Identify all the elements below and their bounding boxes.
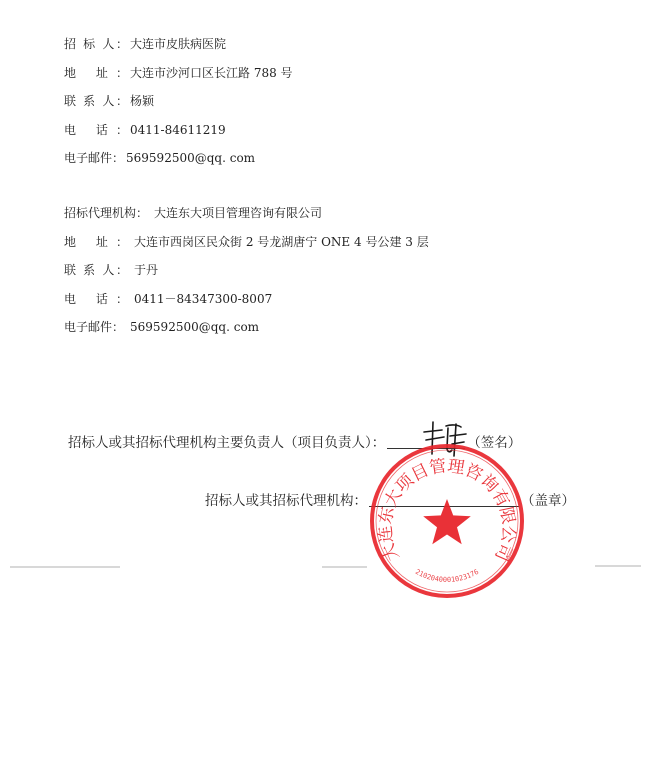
agency-address-label: 地 址： <box>64 234 128 249</box>
issuer-contact-label: 联 系 人： <box>64 94 128 108</box>
agency-email: 569592500@qq. com <box>130 320 260 334</box>
issuer-contact: 杨颖 <box>130 94 155 108</box>
issuer-phone-row <box>64 116 293 145</box>
agency-email-row <box>64 313 429 342</box>
seal-star-icon <box>423 499 471 544</box>
issuer-email-row <box>64 144 293 173</box>
scan-artifact <box>595 565 641 567</box>
issuer-address: 大连市沙河口区长江路 788 号 <box>130 65 293 80</box>
agency-name: 大连东大项目管理咨询有限公司 <box>154 206 323 220</box>
principal-signature-label: 招标人或其招标代理机构主要负责人（项目负责人）： <box>68 435 386 451</box>
issuer-info <box>64 30 293 173</box>
issuer-phone-label: 电 话： <box>64 122 128 137</box>
agency-contact-row <box>64 256 429 285</box>
scan-artifact <box>322 566 367 568</box>
agency-email-label: 电子邮件： <box>64 320 125 334</box>
seal-code: 2102040001023176 <box>413 567 481 585</box>
agency-address: 大连市西岗区民众街 2 号龙湖唐宁 ONE 4 号公建 3 层 <box>134 234 429 249</box>
agency-phone: 0411－84347300-8007 <box>134 291 273 306</box>
agency-address-row <box>64 228 429 257</box>
issuer-email: 569592500@qq. com <box>126 151 256 165</box>
agency-contact-label: 联 系 人： <box>64 263 128 277</box>
seal-company-text: 大连东大项目管理咨询有限公司 <box>375 456 519 564</box>
agency-seal-suffix: （盖章） <box>521 493 575 509</box>
agency-info <box>64 199 429 342</box>
issuer-email-label: 电子邮件： <box>64 151 125 165</box>
agency-phone-row <box>64 285 429 314</box>
issuer-address-row <box>64 59 293 88</box>
issuer-name: 大连市皮肤病医院 <box>130 37 227 51</box>
agency-contact: 于丹 <box>134 263 159 277</box>
agency-name-label: 招标代理机构： <box>64 206 149 220</box>
agency-seal-label: 招标人或其招标代理机构： <box>205 493 367 509</box>
scan-artifact <box>10 566 120 568</box>
issuer-phone: 0411-84611219 <box>130 122 226 137</box>
principal-signature-suffix: （签名） <box>467 435 522 451</box>
agency-name-row <box>64 199 429 228</box>
company-seal <box>367 441 527 601</box>
issuer-address-label: 地 址： <box>64 65 128 80</box>
issuer-contact-row <box>64 87 293 116</box>
issuer-name-row <box>64 30 293 59</box>
agency-phone-label: 电 话： <box>64 291 128 306</box>
issuer-name-label: 招 标 人： <box>64 37 128 51</box>
